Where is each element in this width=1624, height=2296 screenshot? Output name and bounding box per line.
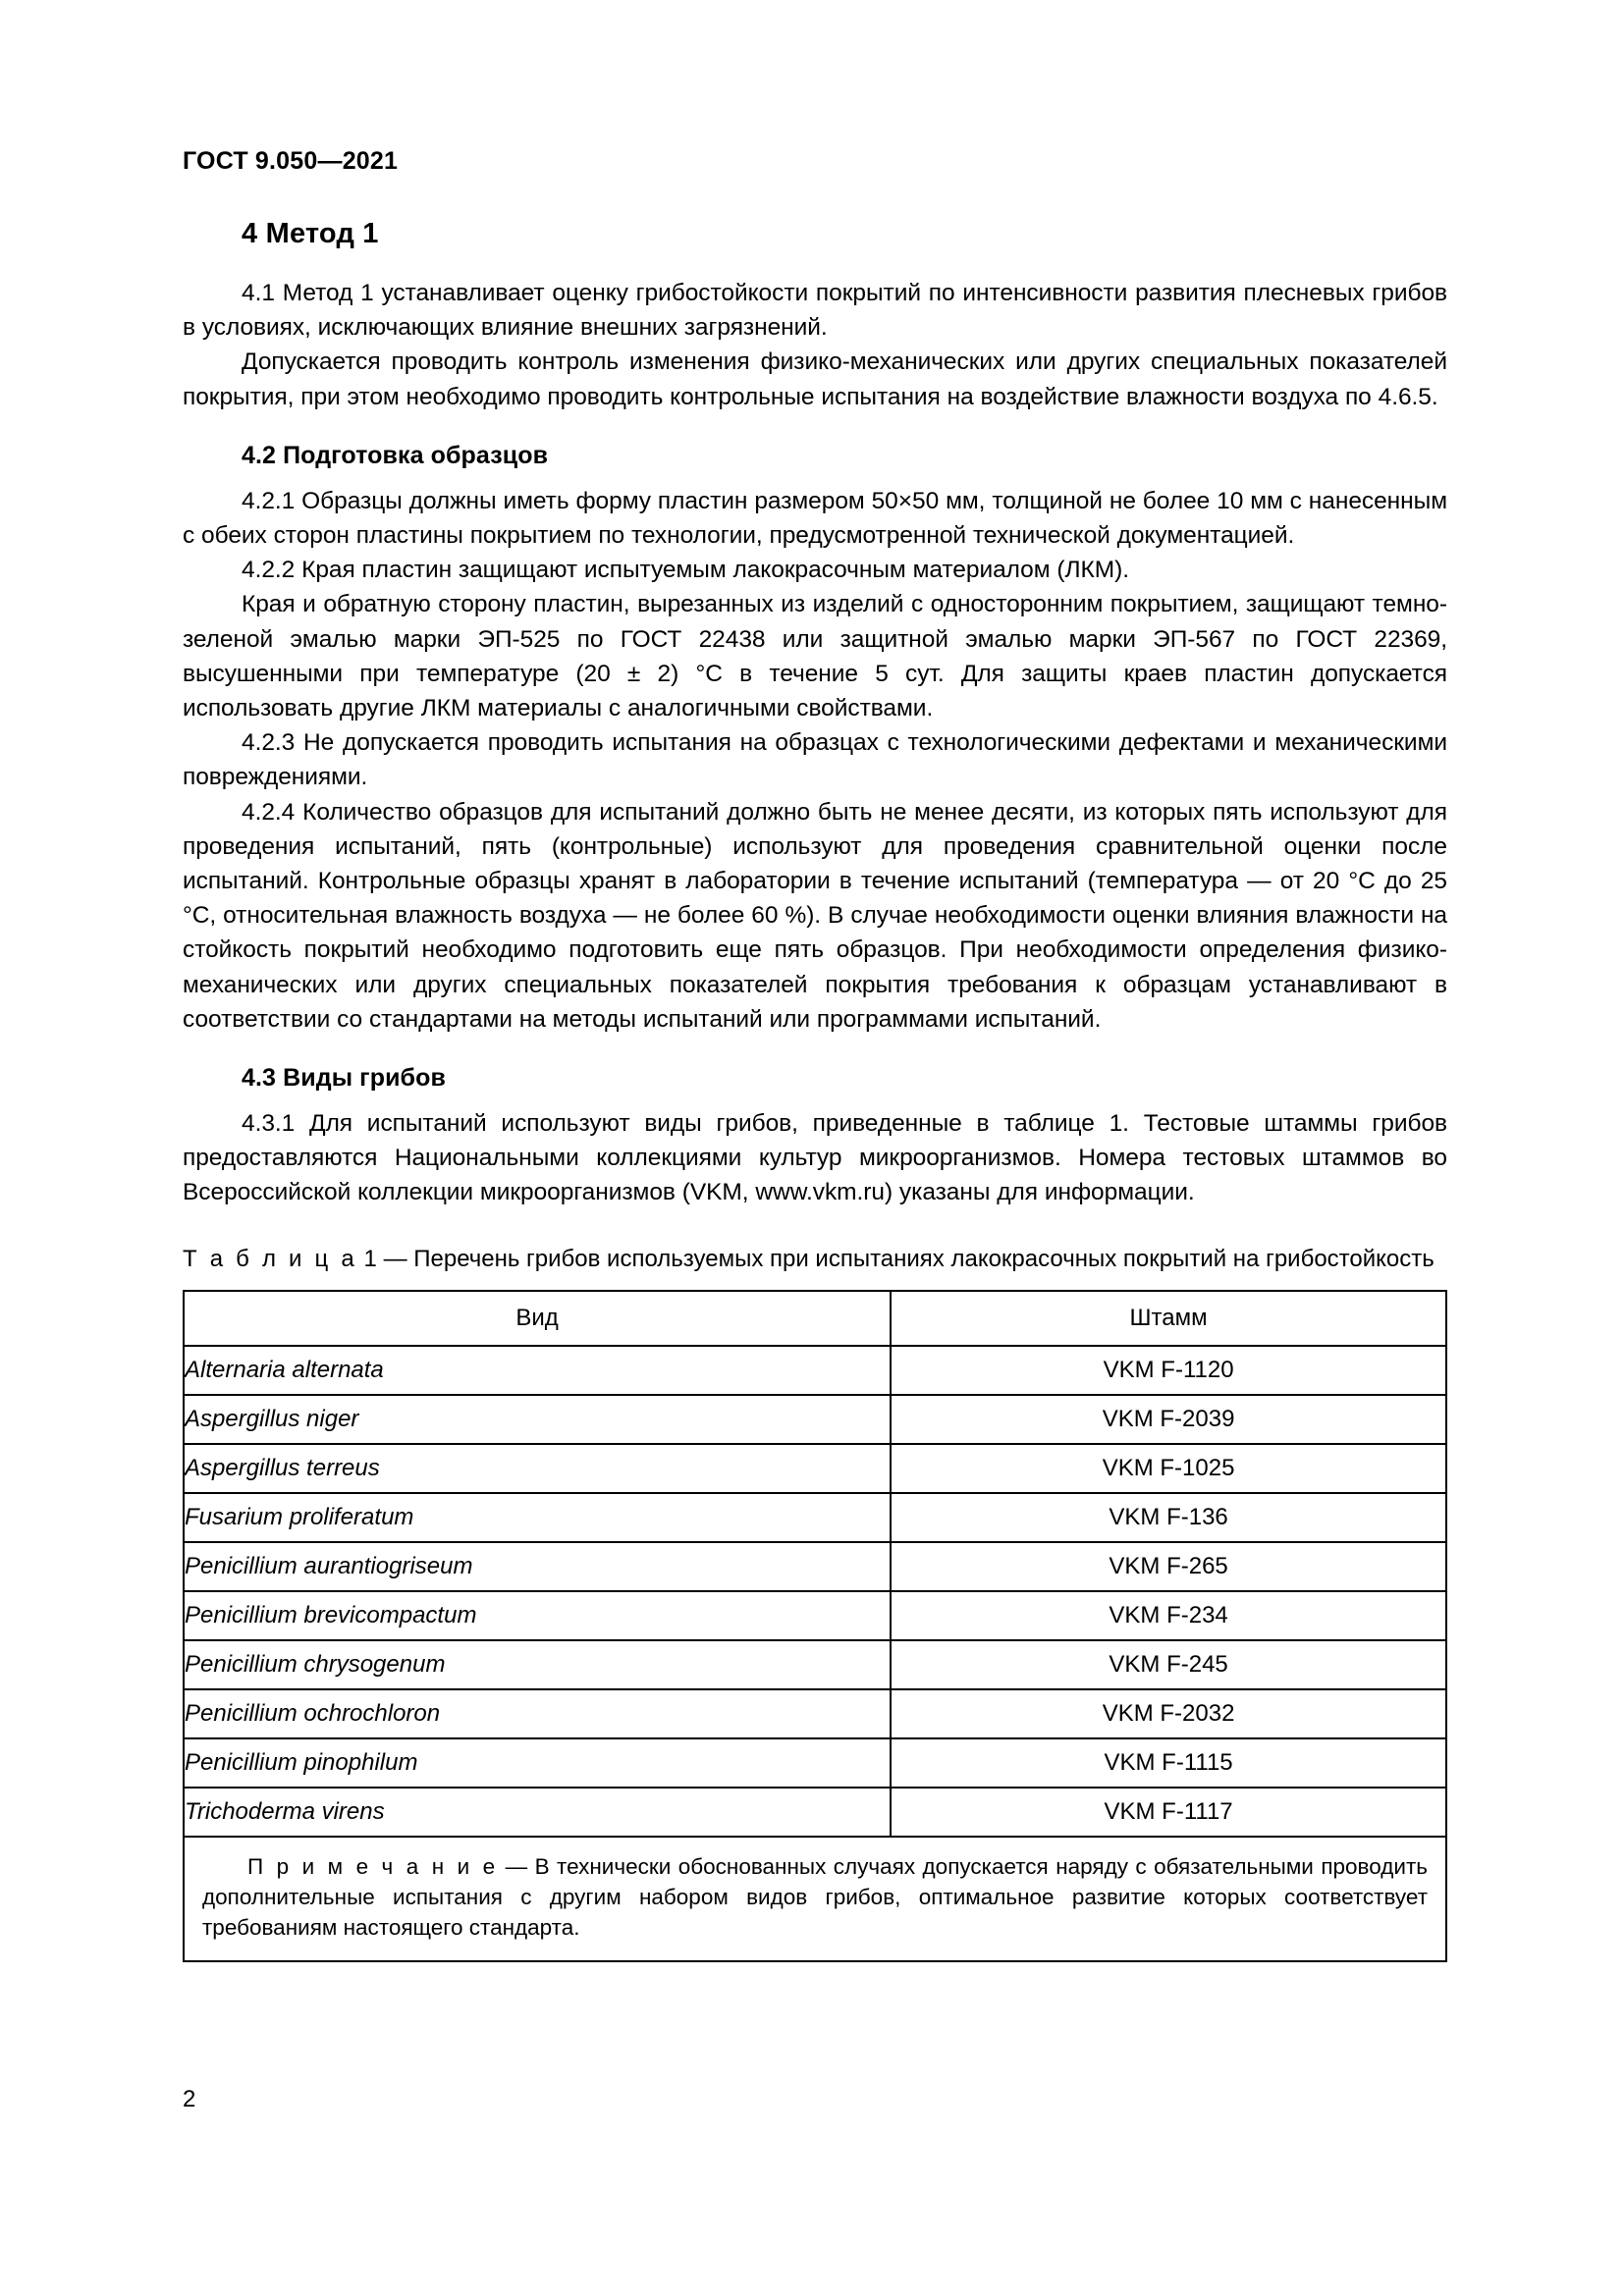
table-row [184, 1640, 1446, 1689]
table-row [184, 1395, 1446, 1444]
table-caption-text: — Перечень грибов используемых при испытаниях лакокрасочных покрытий на грибостойкость [383, 1245, 1435, 1272]
column-header-species: Вид [184, 1291, 891, 1346]
cell-strain: VKM F-245 [891, 1640, 1446, 1689]
cell-strain: VKM F-1120 [891, 1346, 1446, 1395]
paragraph-4-2-3: 4.2.3 Не допускается проводить испытания на образцах с технологическими дефектами и механическими повреждениями. [183, 729, 1447, 791]
table-row [184, 1493, 1446, 1542]
table-note-row [184, 1837, 1446, 1961]
paragraph-4-2-4: 4.2.4 Количество образцов для испытаний должно быть не менее десяти, из которых пять используют для проведения испытаний, пять (контрольные) используют для проведения сравнительной оценки после испытаний. Контрольные образцы хранят в лаборатории в течение испытаний (температура — от 20 °С до 25 °С, относительная влажность воздуха — не более 60 %). В случае необходимости оценки влияния влажности на стойкость покрытий необходимо подготовить еще пять образцов. При необходимости определения физико-механических или других специальных показателей покрытия требования к образцам устанавливают в соответствии со стандартами на методы испытаний или программами испытаний. [183, 798, 1447, 1033]
cell-species: Trichoderma virens [184, 1788, 891, 1837]
paragraph-4-3-1: 4.3.1 Для испытаний используют виды грибов, приведенные в таблице 1. Тестовые штаммы грибов предоставляются Национальными коллекциями культур микроорганизмов. Номера тестовых штаммов во Всероссийской коллекции микроорганизмов (VKM, www.vkm.ru) указаны для информации. [183, 1110, 1447, 1206]
table-row [184, 1542, 1446, 1591]
cell-species: Fusarium proliferatum [184, 1493, 891, 1542]
table-note-label: П р и м е ч а н и е [247, 1853, 499, 1879]
table-header-row [184, 1291, 1446, 1346]
fungi-table [183, 1290, 1447, 1962]
table-note-cell [184, 1837, 1446, 1961]
cell-species: Alternaria alternata [184, 1346, 891, 1395]
cell-species: Penicillium brevicompactum [184, 1591, 891, 1640]
cell-strain: VKM F-234 [891, 1591, 1446, 1640]
cell-species: Penicillium chrysogenum [184, 1640, 891, 1689]
cell-strain: VKM F-2032 [891, 1689, 1446, 1738]
table-caption-number: 1 [363, 1245, 377, 1272]
paragraph-4-2-1: 4.2.1 Образцы должны иметь форму пластин размером 50×50 мм, толщиной не более 10 мм с нанесенным с обеих сторон пластины покрытием по технологии, предусмотренной технической документацией. [183, 487, 1447, 550]
table-row [184, 1346, 1446, 1395]
table-caption [183, 1246, 1447, 1273]
table-row [184, 1788, 1446, 1837]
table-row [184, 1444, 1446, 1493]
column-header-strain: Штамм [891, 1291, 1446, 1346]
paragraph-4-2-2-b: Края и обратную сторону пластин, вырезанных из изделий с односторонним покрытием, защищают темно-зеленой эмалью марки ЭП-525 по ГОСТ 22438 или защитной эмалью марки ЭП-567 по ГОСТ 22369, высушенными при температуре (20 ± 2) °С в течение 5 сут. Для защиты краев пластин допускается использовать другие ЛКМ материалы с аналогичными свойствами. [183, 591, 1447, 722]
section-heading-4-3: 4.3 Виды грибов [242, 1064, 446, 1093]
section-heading-4: 4 Метод 1 [242, 218, 379, 249]
table-body [184, 1346, 1446, 1961]
cell-species: Penicillium ochrochloron [184, 1689, 891, 1738]
table-row [184, 1738, 1446, 1788]
cell-strain: VKM F-265 [891, 1542, 1446, 1591]
cell-species: Penicillium aurantiogriseum [184, 1542, 891, 1591]
cell-strain: VKM F-1117 [891, 1788, 1446, 1837]
cell-strain: VKM F-2039 [891, 1395, 1446, 1444]
paragraph-4-1-b: Допускается проводить контроль изменения физико-механических или других специальных показателей покрытия, при этом необходимо проводить контрольные испытания на воздействие влажности воздуха по 4.6.5. [183, 348, 1447, 410]
cell-species: Aspergillus terreus [184, 1444, 891, 1493]
table-note-text: — В технически обоснованных случаях допускается наряду с обязательными проводить дополнительные испытания с другим набором видов грибов, оптимальное развитие которых соответствует требованиям настоящего стандарта. [202, 1853, 1428, 1940]
running-head: ГОСТ 9.050—2021 [183, 147, 399, 175]
cell-strain: VKM F-1115 [891, 1738, 1446, 1788]
cell-strain: VKM F-136 [891, 1493, 1446, 1542]
section-heading-4-2: 4.2 Подготовка образцов [242, 441, 549, 469]
cell-strain: VKM F-1025 [891, 1444, 1446, 1493]
table-caption-label: Т а б л и ц а [183, 1245, 357, 1272]
cell-species: Penicillium pinophilum [184, 1738, 891, 1788]
cell-species: Aspergillus niger [184, 1395, 891, 1444]
page-number: 2 [183, 2086, 196, 2112]
table-row [184, 1591, 1446, 1640]
document-body [183, 218, 1447, 1962]
table-row [184, 1689, 1446, 1738]
paragraph-4-2-2: 4.2.2 Края пластин защищают испытуемым лакокрасочным материалом (ЛКМ). [242, 557, 1129, 584]
paragraph-4-1: 4.1 Метод 1 устанавливает оценку грибостойкости покрытий по интенсивности развития плесневых грибов в условиях, исключающих влияние внешних загрязнений. [183, 280, 1447, 342]
